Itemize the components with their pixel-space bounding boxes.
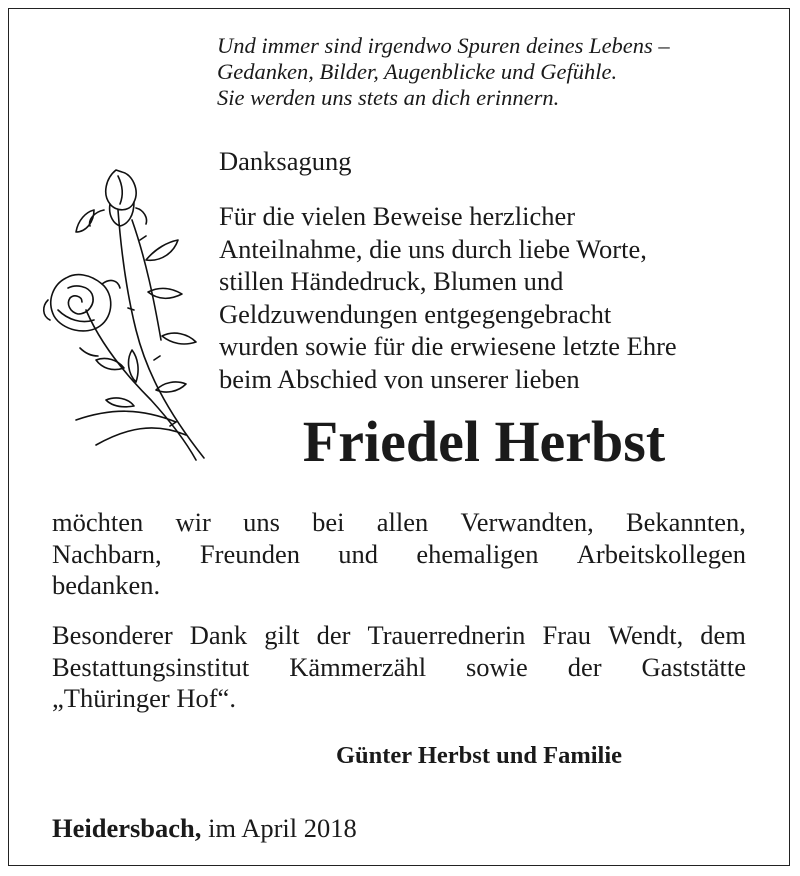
word: und	[338, 538, 379, 569]
word: Kämmerzähl	[289, 651, 427, 682]
intro-line: stillen Händedruck, Blumen und	[219, 266, 564, 297]
paragraph-line	[52, 507, 746, 539]
word: Besonderer	[52, 620, 173, 650]
intro-text	[219, 200, 759, 396]
word: ehemaligen	[416, 538, 539, 569]
word: Arbeitskollegen	[576, 538, 746, 569]
intro-line: beim Abschied von unserer lieben	[219, 363, 580, 394]
word: Bekannten,	[625, 507, 746, 537]
memorial-poem	[217, 33, 777, 111]
word: möchten	[52, 507, 144, 537]
word: Nachbarn,	[52, 538, 162, 569]
deceased-name: Friedel Herbst	[302, 409, 666, 474]
thanks-paragraph-2	[52, 620, 746, 715]
intro-line: Geldzuwendungen entgegengebracht	[219, 298, 612, 329]
word: wir	[175, 507, 211, 537]
poem-line: Gedanken, Bilder, Augenblicke und Gefühle.	[217, 59, 618, 84]
word: sowie	[465, 651, 528, 682]
word: Dank	[189, 620, 248, 650]
rose-drawing-icon	[36, 160, 214, 465]
intro-line: Anteilnahme, die uns durch liebe Worte,	[219, 233, 647, 264]
word: Frau	[542, 620, 592, 650]
intro-line: wurden sowie für die erwiesene letzte Ehre	[219, 331, 677, 362]
thanks-heading: Danksagung	[219, 146, 352, 176]
place-and-date	[52, 813, 357, 844]
paragraph-line	[52, 652, 746, 684]
paragraph-line	[52, 570, 746, 602]
place-name: Heidersbach,	[52, 813, 202, 843]
word: Gaststätte	[641, 651, 746, 682]
poem-line: Und immer sind irgendwo Spuren deines Lebens –	[217, 33, 670, 58]
thanks-paragraph-1	[52, 507, 746, 602]
poem-line: Sie werden uns stets an dich erinnern.	[217, 85, 560, 110]
paragraph-line	[52, 683, 746, 715]
paragraph-line	[52, 620, 746, 652]
word: der	[316, 620, 351, 650]
word: bei	[312, 507, 345, 537]
word: Trauerrednerin	[367, 620, 526, 650]
family-signature: Günter Herbst und Familie	[335, 742, 623, 769]
date-text: im April 2018	[201, 813, 357, 843]
word: uns	[243, 507, 280, 537]
intro-line: Für die vielen Beweise herzlicher	[219, 201, 576, 231]
word: der	[567, 651, 602, 682]
word: dem	[700, 620, 746, 650]
word: allen	[376, 507, 429, 537]
paragraph-line	[52, 539, 746, 571]
word: Wendt,	[608, 620, 684, 650]
word: Verwandten,	[460, 507, 594, 537]
word: bedanken.	[52, 570, 161, 600]
word: Bestattungsinstitut	[52, 651, 250, 682]
word: „Thüringer Hof“.	[52, 683, 236, 713]
word: Freunden	[199, 538, 300, 569]
word: gilt	[264, 620, 300, 650]
